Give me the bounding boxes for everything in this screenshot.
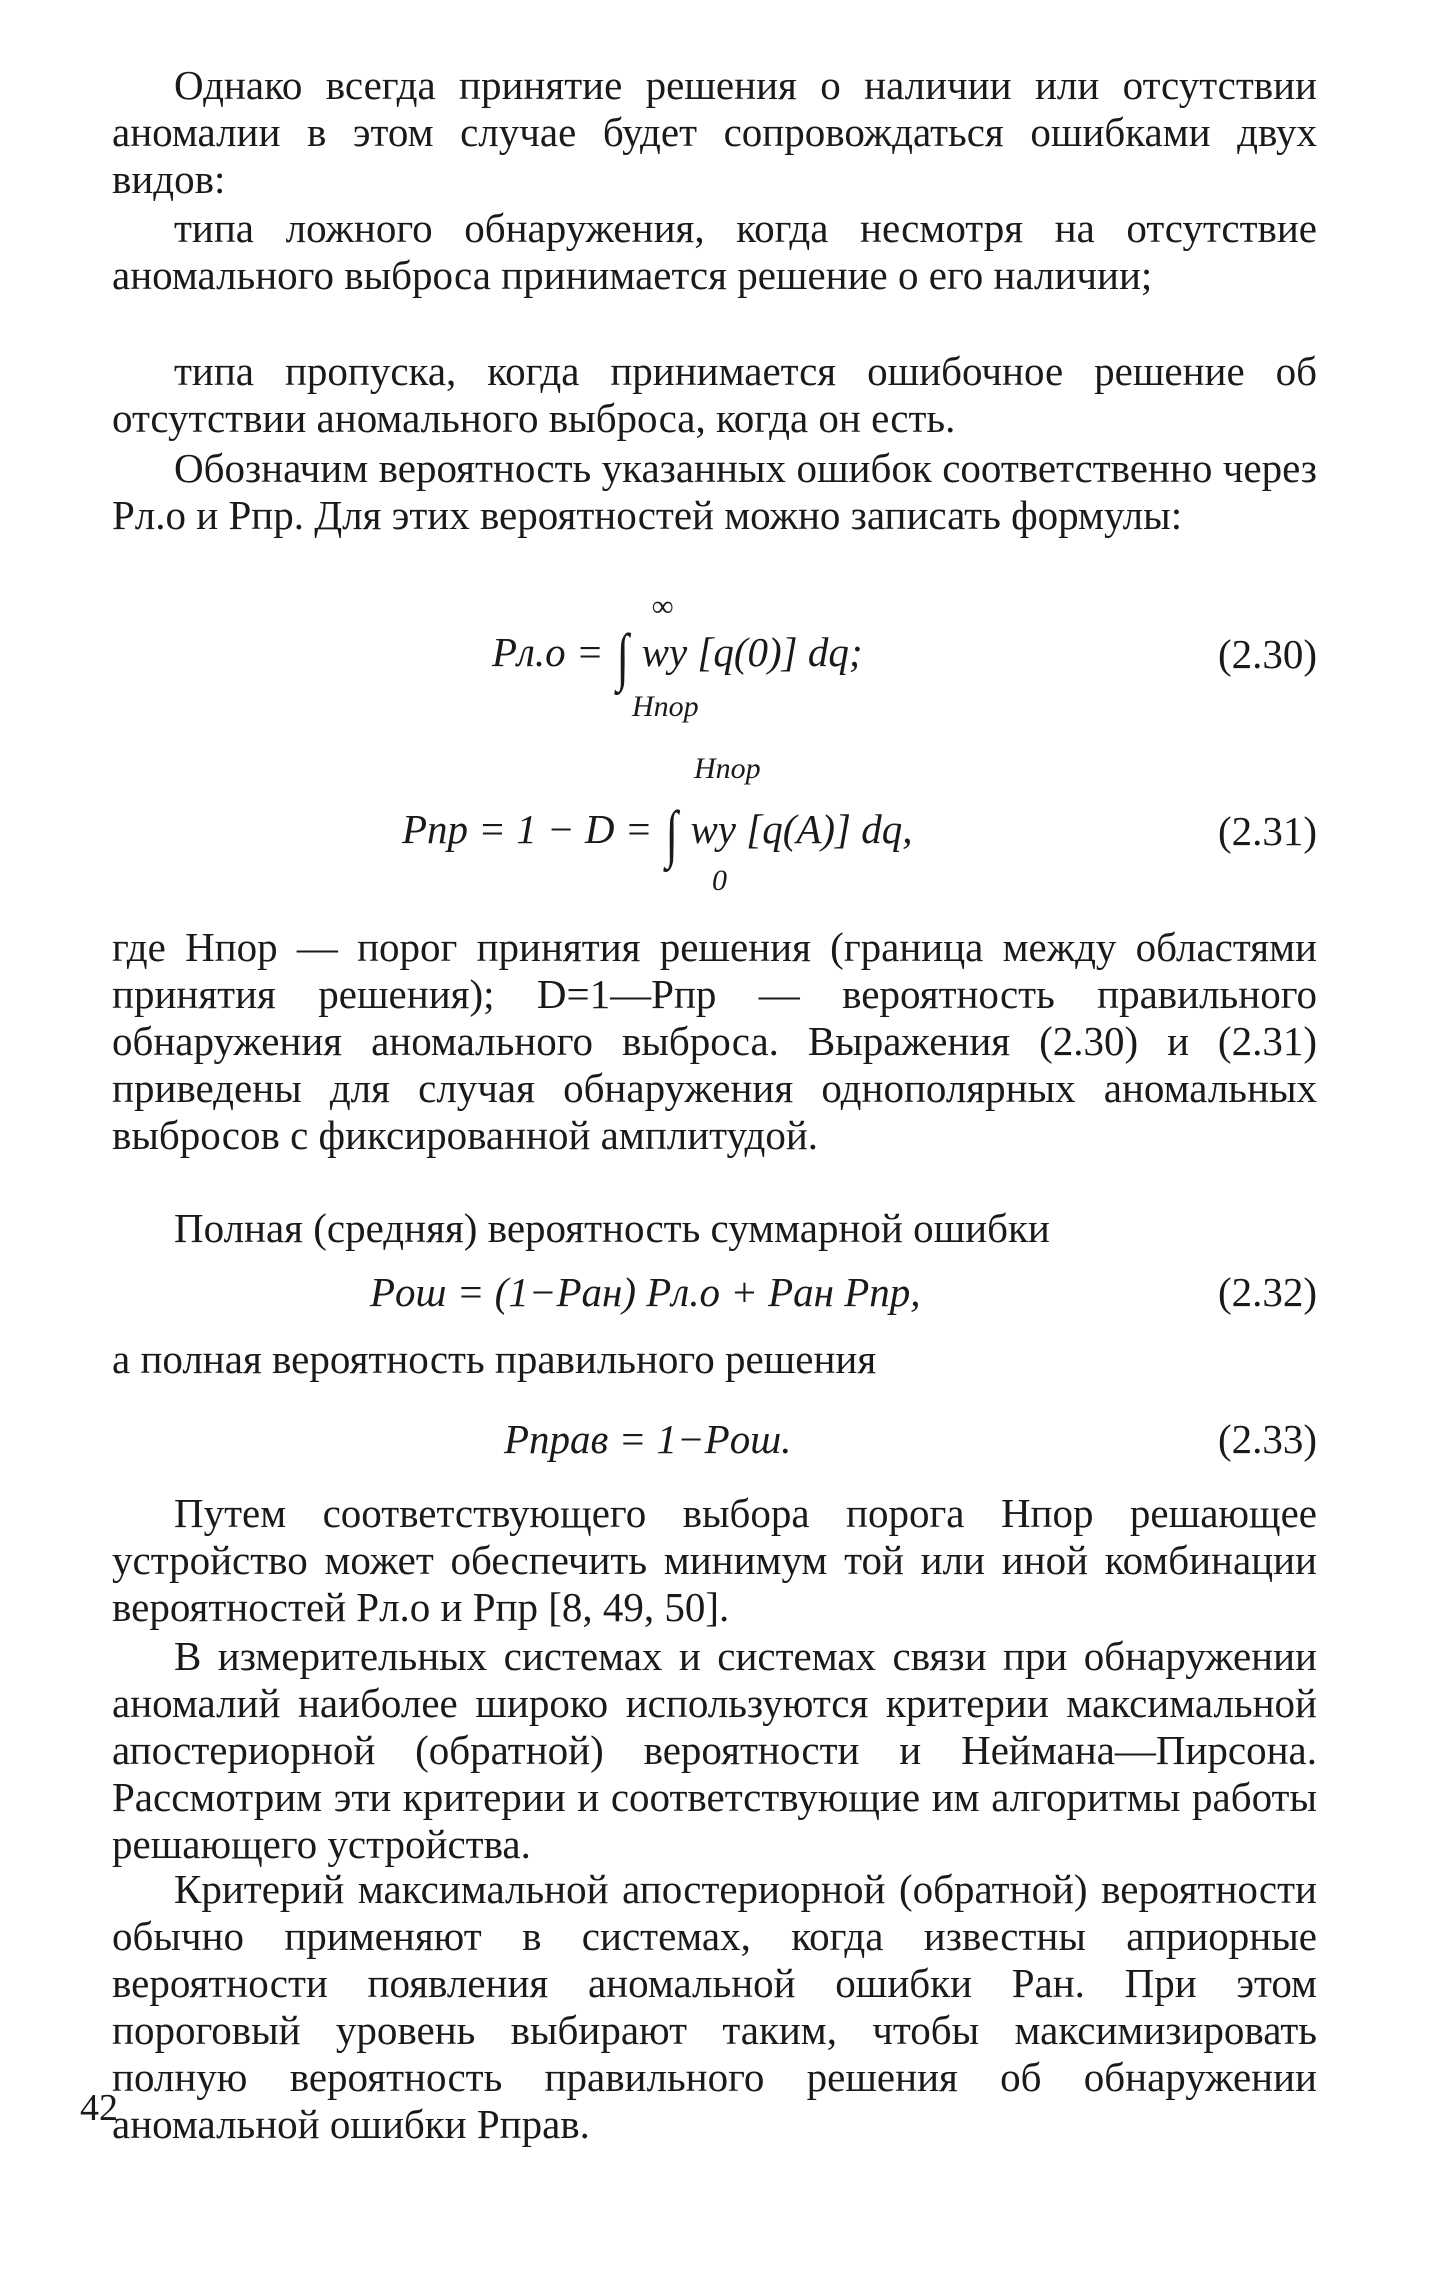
paragraph-5: где Hпор — порог принятия решения (граница между областями принятия решения); D=1—Pпр — вероятность правильного обнаружения аномального выброса. Выражения (2.30) и (2.31) приведены для случая обнаружения однополярных аномальных выбросов с фиксированной амплитудой. — [112, 924, 1317, 1158]
equation-2-32 — [112, 1268, 1317, 1328]
paragraph-4: Обозначим вероятность указанных ошибок соответственно через Pл.о и Pпр. Для этих вероятностей можно записать формулы: — [112, 445, 1317, 538]
equation-2-32-number: (2.32) — [1217, 1269, 1317, 1315]
paragraph-10: Критерий максимальной апостериорной (обратной) вероятности обычно применяют в системах, когда известны априорные вероятности появления аномальной ошибки Pан. При этом пороговый уровень выбирают таким, чтобы максимизировать полную вероятность правильного решения об обнаружении аномальной ошибки Pправ. — [112, 1866, 1317, 2147]
integral-sign-icon: ∫ — [665, 798, 678, 869]
equation-2-31-body — [402, 797, 913, 871]
equation-2-33 — [112, 1415, 1317, 1475]
equation-2-30 — [112, 590, 1317, 740]
equation-2-33-number: (2.33) — [1217, 1416, 1317, 1462]
equation-2-33-body: Pправ = 1−Pош. — [504, 1416, 792, 1462]
equation-2-31-lower-limit: 0 — [712, 864, 727, 897]
equation-2-31-upper-limit: Hпор — [694, 752, 761, 785]
paragraph-1: Однако всегда принятие решения о наличии или отсутствии аномалии в этом случае будет сопровождаться ошибками двух видов: — [112, 62, 1317, 202]
paragraph-2: типа ложного обнаружения, когда несмотря на отсутствие аномального выброса принимается решение о его наличии; — [112, 205, 1317, 298]
equation-2-31-integrand: wy [q(A)] dq, — [690, 806, 913, 852]
paragraph-9: В измерительных системах и системах связи при обнаружении аномалий наиболее широко используются критерии максимальной апостериорной (обратной) вероятности и Неймана—Пирсона. Рассмотрим эти критерии и соответствующие им алгоритмы работы решающего устройства. — [112, 1633, 1317, 1867]
equation-2-30-lhs: Pл.о = — [492, 629, 604, 675]
paragraph-8: Путем соответствующего выбора порога Hпор решающее устройство может обеспечить минимум той или иной комбинации вероятностей Pл.о и Pпр [8, 49, 50]. — [112, 1490, 1317, 1630]
equation-2-30-body — [492, 620, 863, 694]
equation-2-30-integrand: wy [q(0)] dq; — [641, 629, 863, 675]
equation-2-31-number: (2.31) — [1217, 808, 1317, 854]
paragraph-3: типа пропуска, когда принимается ошибочное решение об отсутствии аномального выброса, когда он есть. — [112, 348, 1317, 441]
equation-2-31 — [112, 752, 1317, 902]
equation-2-31-lhs: Pпр = 1 − D = — [402, 806, 653, 852]
equation-2-30-lower-limit: Hпор — [632, 690, 699, 723]
page-number: 42 — [80, 2087, 118, 2129]
equation-2-30-upper-limit: ∞ — [652, 590, 674, 623]
equation-2-32-body: Pош = (1−Pан) Pл.о + Pан Pпр, — [370, 1269, 921, 1315]
paragraph-6: Полная (средняя) вероятность суммарной ошибки — [174, 1205, 1050, 1251]
equation-2-30-number: (2.30) — [1217, 631, 1317, 677]
paragraph-7: а полная вероятность правильного решения — [112, 1336, 877, 1382]
integral-sign-icon: ∫ — [616, 621, 629, 692]
